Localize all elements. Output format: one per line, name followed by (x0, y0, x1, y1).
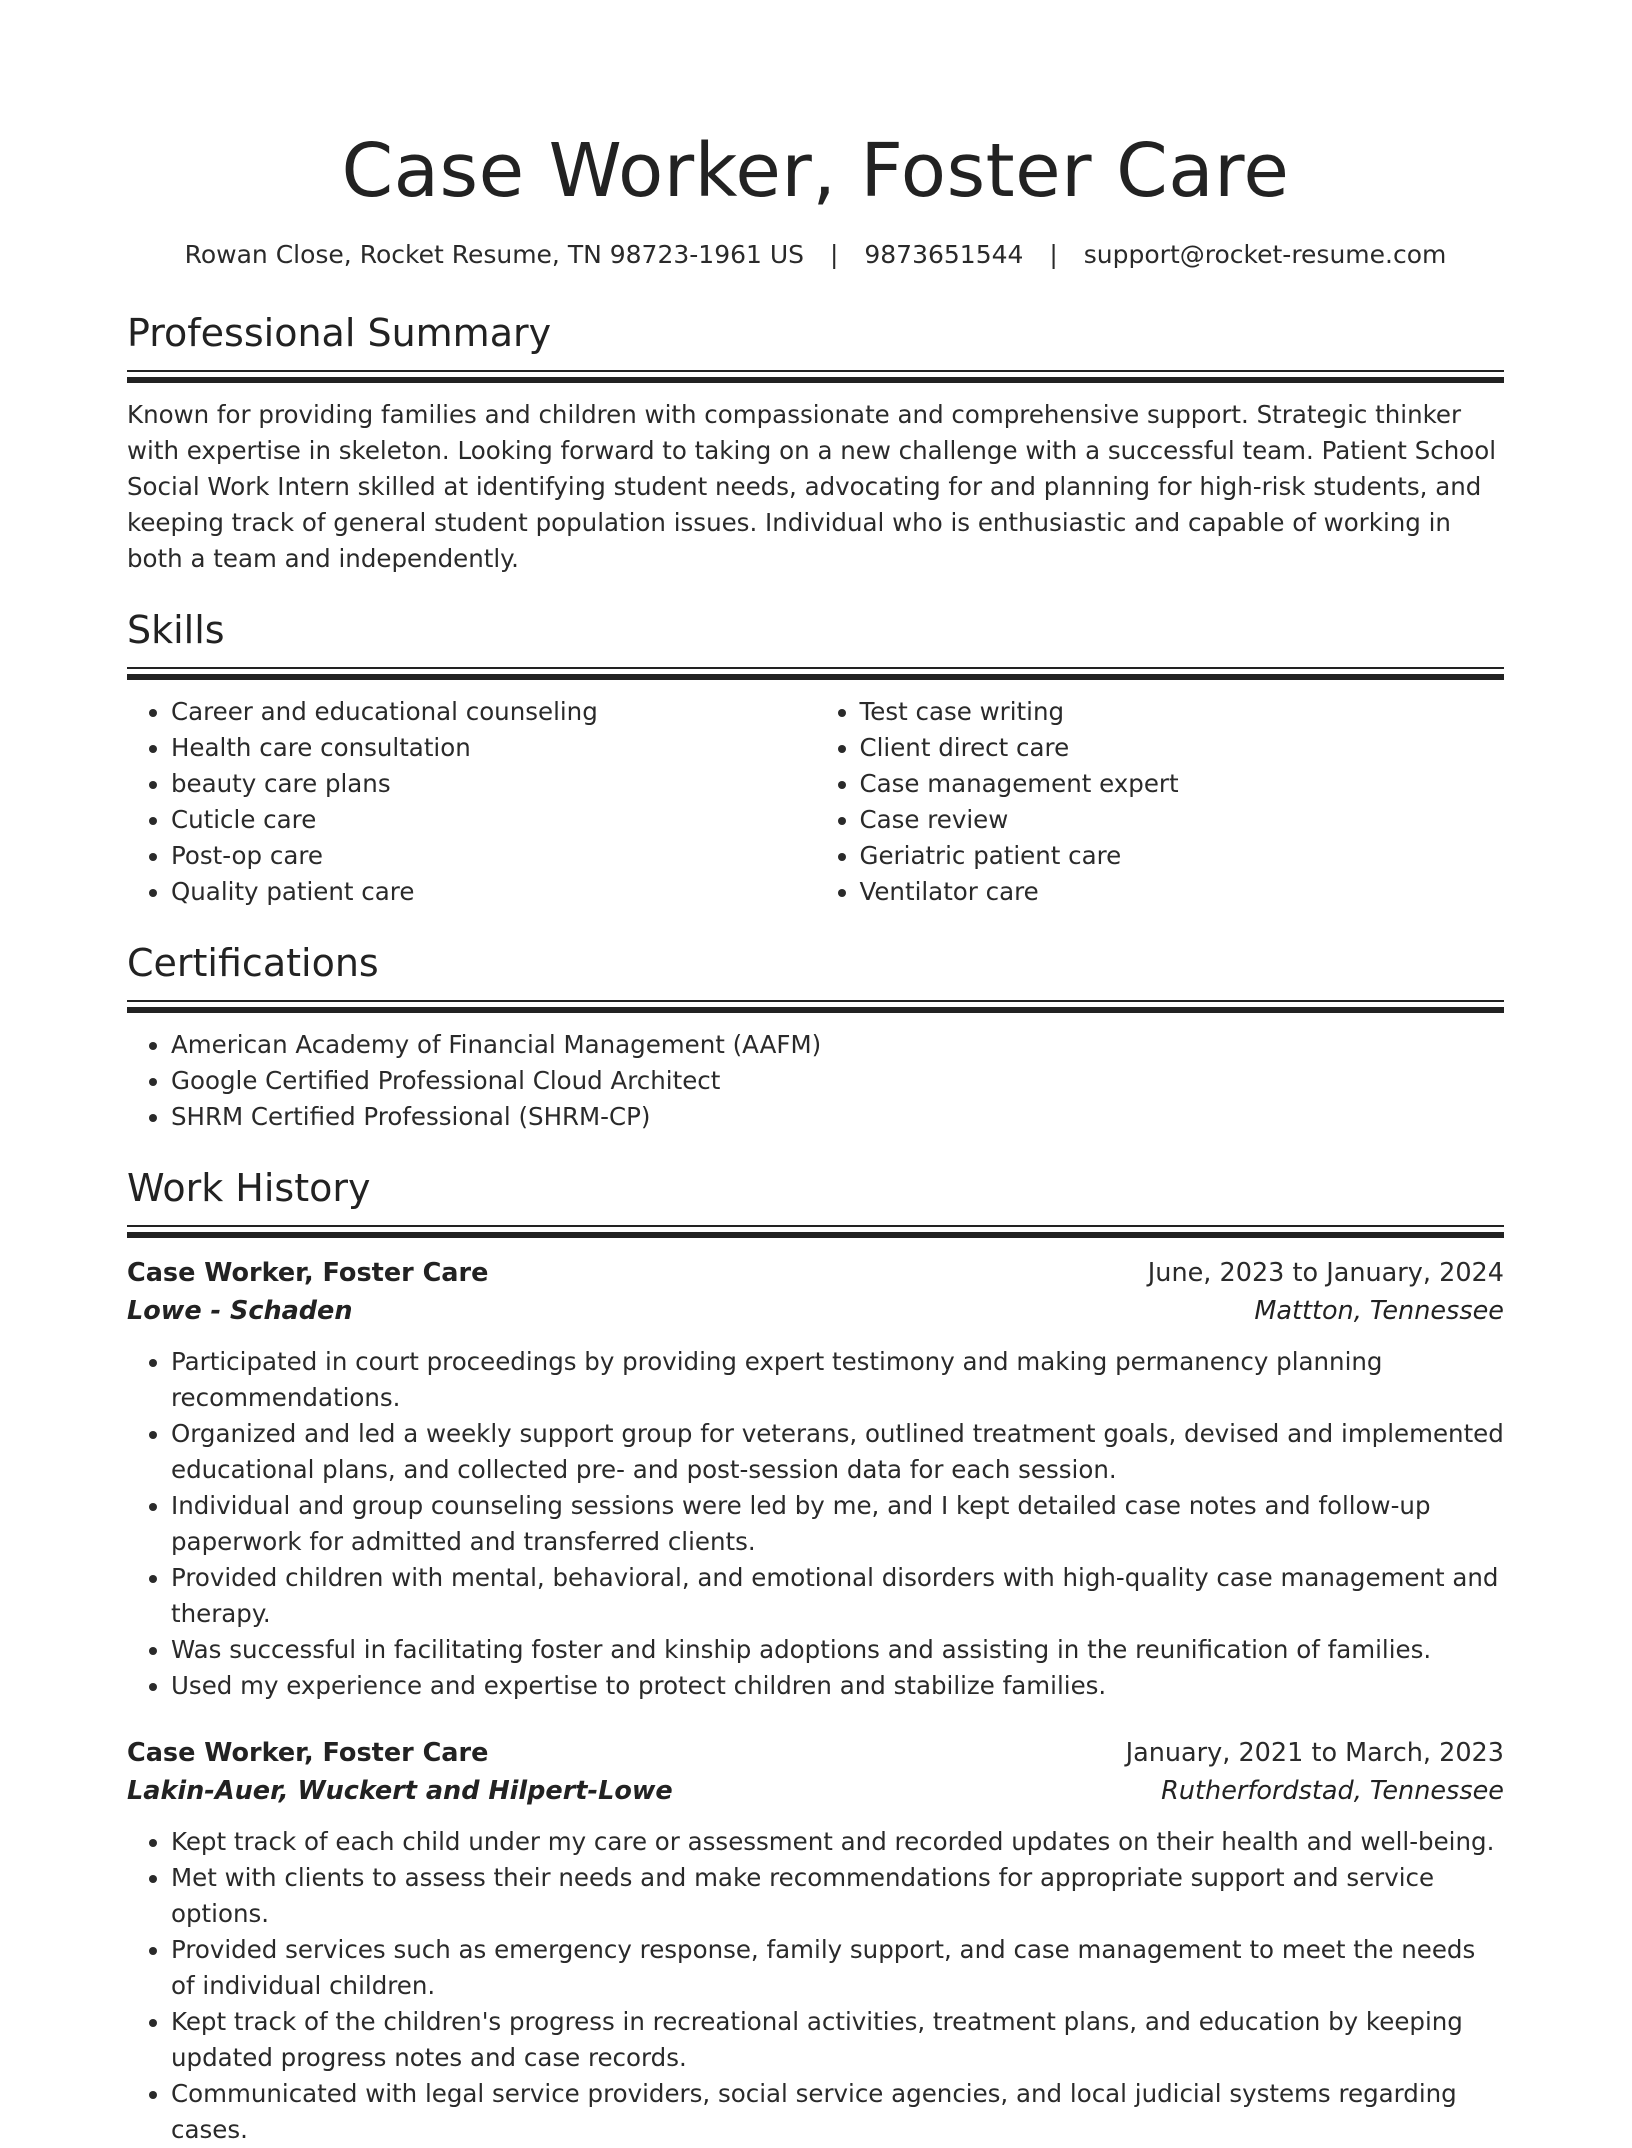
section-divider (127, 370, 1504, 383)
contact-separator: | (829, 240, 839, 269)
section-title-summary: Professional Summary (127, 311, 552, 355)
job-dates: June, 2023 to January, 2024 (1147, 1258, 1504, 1288)
contact-separator: | (1049, 240, 1058, 269)
job-bullet: • Met with clients to assess their needs and make recommendations for appropriate support and service options. (171, 1860, 1504, 1932)
job-bullet: • Was successful in facilitating foster and kinship adoptions and assisting in the reunification of families. (171, 1632, 1504, 1668)
skill-item: • Ventilator care (860, 874, 1505, 910)
job-subheader (127, 1292, 1504, 1330)
skills-list-left (127, 694, 816, 910)
job-subheader (127, 1772, 1504, 1810)
certification-item: • Google Certified Professional Cloud Architect (171, 1063, 1504, 1099)
section-title-work-history: Work History (127, 1166, 371, 1210)
skill-item: • Case review (860, 802, 1505, 838)
job-header (127, 1254, 1504, 1292)
contact-address: Rowan Close, Rocket Resume, TN 98723-1961 US (184, 240, 805, 269)
skill-item: • Client direct care (860, 730, 1505, 766)
summary-text: Known for providing families and children with compassionate and comprehensive support. Strategic thinker with expertise in skeleton. Looking forward to taking on a new challenge with a successful team. Patient School Social Work Intern skilled at identifying student needs, advocating for and planning for high-risk students, and keeping track of general student population issues. Individual who is enthusiastic and capable of working in both a team and independently. (127, 400, 1497, 573)
certification-item: • American Academy of Financial Management (AAFM) (171, 1027, 1504, 1063)
skills-list-right (816, 694, 1505, 910)
skills-section (127, 605, 1504, 910)
job-company: Lakin-Auer, Wuckert and Hilpert-Lowe (127, 1776, 673, 1806)
contact-phone: 9873651544 (864, 240, 1024, 269)
certification-item: • SHRM Certified Professional (SHRM-CP) (171, 1099, 1504, 1135)
skill-item: • Quality patient care (171, 874, 816, 910)
job-title: Case Worker, Foster Care (127, 1258, 489, 1288)
section-divider (127, 1225, 1504, 1238)
skill-item: • Career and educational counseling (171, 694, 816, 730)
job-bullets (127, 1344, 1504, 1704)
skill-item: • Test case writing (860, 694, 1505, 730)
job-bullet: • Communicated with legal service providers, social service agencies, and local judicial systems regarding cases. (171, 2076, 1504, 2148)
resume-page (127, 0, 1504, 2148)
section-title-certifications: Certifications (127, 941, 379, 985)
job-bullet: • Provided children with mental, behavioral, and emotional disorders with high-quality case management and therapy. (171, 1560, 1504, 1632)
job-bullet: • Participated in court proceedings by providing expert testimony and making permanency planning recommendations. (171, 1344, 1504, 1416)
contact-line (127, 238, 1504, 272)
skill-item: • Post-op care (171, 838, 816, 874)
job-bullets (127, 1824, 1504, 2148)
job-bullet: • Organized and led a weekly support group for veterans, outlined treatment goals, devised and implemented educational plans, and collected pre- and post-session data for each session. (171, 1416, 1504, 1488)
skill-item: • Case management expert (860, 766, 1505, 802)
skill-item: • Cuticle care (171, 802, 816, 838)
page-title: Case Worker, Foster Care (341, 128, 1290, 214)
job-location: Mattton, Tennessee (1254, 1296, 1504, 1326)
section-divider (127, 1000, 1504, 1013)
section-divider (127, 667, 1504, 680)
job-title: Case Worker, Foster Care (127, 1738, 489, 1768)
job-bullet: • Kept track of each child under my care or assessment and recorded updates on their health and well-being. (171, 1824, 1504, 1860)
skills-columns (127, 694, 1504, 910)
job-location: Rutherfordstad, Tennessee (1161, 1776, 1504, 1806)
job-bullet: • Used my experience and expertise to protect children and stabilize families. (171, 1668, 1504, 1704)
job-entry (127, 1734, 1504, 2148)
skill-item: • beauty care plans (171, 766, 816, 802)
summary-section (127, 308, 1504, 577)
job-entry (127, 1254, 1504, 1704)
certifications-list (127, 1027, 1504, 1135)
job-company: Lowe - Schaden (127, 1296, 353, 1326)
job-bullet: • Provided services such as emergency response, family support, and case management to meet the needs of individual children. (171, 1932, 1504, 2004)
skill-item: • Health care consultation (171, 730, 816, 766)
contact-email: support@rocket-resume.com (1083, 240, 1447, 269)
certifications-section (127, 938, 1504, 1135)
section-title-skills: Skills (127, 608, 225, 652)
job-bullet: • Kept track of the children's progress in recreational activities, treatment plans, and education by keeping updated progress notes and case records. (171, 2004, 1504, 2076)
work-history-section (127, 1163, 1504, 2148)
job-bullet: • Individual and group counseling sessions were led by me, and I kept detailed case notes and follow-up paperwork for admitted and transferred clients. (171, 1488, 1504, 1560)
job-dates: January, 2021 to March, 2023 (1125, 1738, 1504, 1768)
skill-item: • Geriatric patient care (860, 838, 1505, 874)
job-header (127, 1734, 1504, 1772)
